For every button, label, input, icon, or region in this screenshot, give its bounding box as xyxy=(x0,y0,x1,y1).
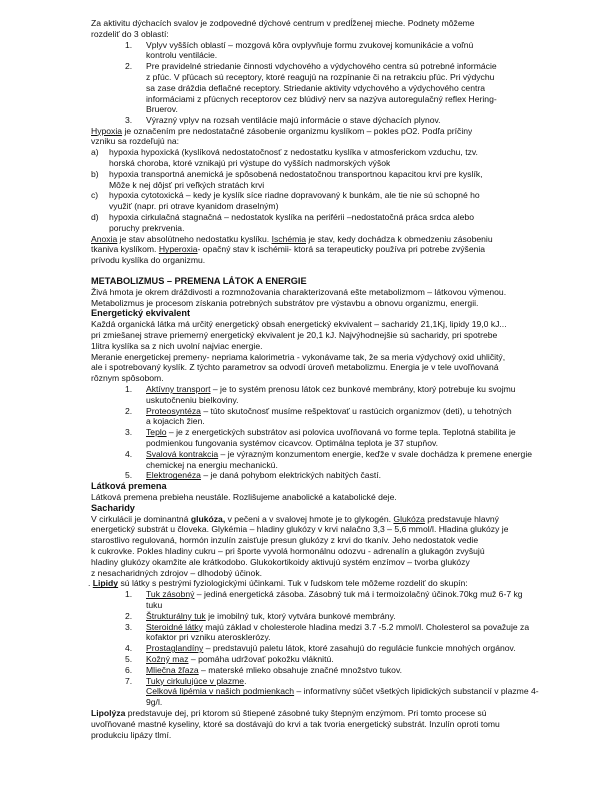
hypoxia-type-line xyxy=(91,212,474,223)
center-item-line xyxy=(146,104,178,115)
paragraph-line xyxy=(91,568,262,579)
text-run: rozdeliť do 3 oblastí: xyxy=(91,28,169,39)
anoxia-line xyxy=(91,255,205,266)
lipid-type-line xyxy=(125,665,402,676)
text-run: majú základ v cholesterole hladina medzi 3.7 -5.2 mmol/l. Cholesterol sa považuje za xyxy=(202,621,530,632)
list-marker: 5. xyxy=(125,470,133,481)
text-run: – materské mlieko obsahuje značné množstvo tukov. xyxy=(198,664,402,675)
text-run: sa zase dráždia deflačné receptory. Striedanie aktivity vdychového a výdychového centra xyxy=(146,82,486,93)
hypoxia-type-line xyxy=(109,223,184,234)
anoxia-line xyxy=(91,234,493,245)
term: Teplo xyxy=(146,427,167,438)
lipid-type-line xyxy=(125,643,516,654)
list-marker: 3. xyxy=(125,115,133,126)
text-run: podmienkou fungovania systémov cicavcov. Optimálna teplota je 37 stupňov. xyxy=(146,437,439,448)
energy-use-line xyxy=(125,406,512,417)
energy-use-line xyxy=(125,427,516,438)
text-run: – túto skutočnosť musíme rešpektovať u rastúcich organizmov (deti), u tehotných xyxy=(200,405,512,416)
subsection-heading xyxy=(91,503,135,514)
text-run: – jediná energetická zásoba. Zásobný tuk má i termoizolačný účinok.70kg muž 6-7 kg xyxy=(194,589,523,600)
list-marker: a) xyxy=(91,147,99,158)
text-run: ale i spotrebovaný kyslík. Z týchto parametrov sa odvodí úroveň metabolizmu. Energia je v tele uvoľňovaná xyxy=(91,362,499,373)
paragraph-line xyxy=(91,492,397,503)
text-run: - opačný stav k ischémii- ktorá sa terapeuticky používa pri potrebe zvýšenia xyxy=(197,244,486,255)
list-marker: 4. xyxy=(125,643,133,654)
hypoxia-type-line xyxy=(91,169,483,180)
paragraph-line xyxy=(146,686,539,697)
text-run: hypoxia transportná anemická je spôsobená nedostatočnou transportnou kapacitou krvi pre kyslík, xyxy=(109,168,483,179)
text-run: – je to systém prenosu látok cez bunkové membrány, ktorý potrebuje ku svojmu xyxy=(210,383,516,394)
list-marker: c) xyxy=(91,190,99,201)
paragraph-line xyxy=(91,341,262,352)
text-run: Výrazný vplyv na rozsah ventilácie majú informácie o stave dýchacích plynov. xyxy=(146,115,441,126)
text-run: hypoxia hypoxická (kyslíková nedostatočnosť z nedostatku kyslíka v atmosferickom vzduchu, tzv. xyxy=(109,147,478,158)
paragraph-line xyxy=(91,362,499,373)
text-run: . xyxy=(244,675,247,686)
text-run: hladiny glukózy okamžite ale krátkodobo. Glukokortikoidy aktivujú systém enzímov – tvorba glukózy xyxy=(91,556,470,567)
text-run: tuku xyxy=(146,599,163,610)
term: glukóza, xyxy=(190,513,226,524)
energy-use-line xyxy=(146,395,239,406)
list-marker: 2. xyxy=(125,610,133,621)
list-marker: 3. xyxy=(125,621,133,632)
center-item-line xyxy=(146,94,497,105)
text-run: Pre pravidelné striedanie činnosti vdychového a výdychového centra sú potrebné informácie xyxy=(146,61,497,72)
text-run: – pomáha udržovať pokožku vláknitú. xyxy=(188,653,334,664)
term: Kožný maz xyxy=(146,653,189,664)
text-run: horská choroba, ktoré vznikajú pri výstupe do vyšších nadmorských výšok xyxy=(109,157,391,168)
paragraph-line xyxy=(146,697,162,708)
list-marker: 6. xyxy=(125,664,133,675)
text-run: Látková premena prebieha neustále. Rozlišujeme anabolické a katabolické deje. xyxy=(91,491,397,502)
text-run: chemickej na energiu mechanickú. xyxy=(146,459,278,470)
list-marker: 7. xyxy=(125,675,133,686)
text-run: Meranie energetickej premeny- nepriama kalorimetria - vykonávame tak, že sa meria výdychový oxid uhličitý, xyxy=(91,351,506,362)
text-run: k cukrovke. Pokles hladiny cukru – pri športe vyvolá hormonálnu odozvu - adrenalín a glukagón zvyšujú xyxy=(91,545,485,556)
text-run: a kojacich žien. xyxy=(146,416,205,427)
text-run: rôznym spôsobom. xyxy=(91,373,164,384)
energy-use-line xyxy=(125,470,381,481)
paragraph-line xyxy=(91,708,487,719)
center-item-line xyxy=(125,61,497,72)
term: Sacharidy xyxy=(91,502,135,513)
text-run: je označením pre nedostatačné zásobenie organizmu kyslíkom – pokles pO2. Podľa príčiny xyxy=(122,125,473,136)
paragraph-line xyxy=(91,719,500,730)
term: Energetický ekvivalent xyxy=(91,308,191,319)
term: Prostaglandíny xyxy=(146,643,204,654)
text-run: prívodu kyslíka do organizmu. xyxy=(91,255,206,266)
hypoxia-line xyxy=(91,126,472,137)
lipid-type-line xyxy=(125,622,529,633)
hypoxia-type-line xyxy=(109,180,264,191)
text-run: hypoxia cirkulačná stagnačná – nedostatok kyslíka na periférii –nedostatočná práca srdca alebo xyxy=(109,211,474,222)
list-marker: 4. xyxy=(125,448,133,459)
term: Celková lipémia v našich podmienkach xyxy=(146,686,295,697)
list-marker: b) xyxy=(91,168,99,179)
paragraph-line xyxy=(91,373,164,384)
lipid-type-line xyxy=(125,611,396,622)
hypoxia-line xyxy=(91,136,179,147)
list-marker: 1. xyxy=(125,39,133,50)
term: Svalová kontrakcia xyxy=(146,448,219,459)
hypoxia-type-line xyxy=(91,147,478,158)
text-run: z pľúc. V pľúcach sú receptory, ktoré reagujú na rozpínanie či na retrakciu pľúc. Pri výdychu xyxy=(146,72,495,82)
list-marker: 2. xyxy=(125,405,133,416)
text-run: V cirkulácii je dominantná xyxy=(91,513,191,524)
center-item-line xyxy=(146,72,494,83)
text-run: energetický substrát u človeka. Glykémia – hladiny glukózy v krvi nalačno 3,3 – 5,6 mmol/l. Hladina glukózy je xyxy=(91,524,509,535)
text-run: informáciami z pľúcnych receptorov cez blúdivý nerv sa nazýva autoregulačný reflex Hering- xyxy=(146,93,497,104)
hypoxia-type-line xyxy=(109,158,390,169)
text-run: – predstavujú paletu látok, ktoré zasahujú do regulácie funkcie mnohých orgánov. xyxy=(203,643,516,654)
term: Glukóza xyxy=(393,513,425,524)
term: Hyperoxia xyxy=(158,244,198,255)
term: Proteosyntéza xyxy=(146,405,201,416)
term: Lipidy xyxy=(92,578,119,589)
term: METABOLIZMUS – PREMENA LÁTOK A ENERGIE xyxy=(91,275,307,286)
anoxia-line xyxy=(91,244,485,255)
text-run: 1litra kyslíka sa z nich uvolní najviac energie. xyxy=(91,340,263,351)
lipid-type-line xyxy=(125,589,523,600)
text-run: starostlivo regulovaná, hormón inzulín zaisťuje presun glukózy z krvi do tkanív. Jeho nedostatok vedie xyxy=(91,535,479,546)
intro-line xyxy=(91,18,475,29)
paragraph-line xyxy=(91,352,505,363)
text-run: Živá hmota je okrem dráždivosti a rozmnožovania charakterizovaná ešte metabolizmom – látkovou výmenou. xyxy=(91,286,507,297)
lipid-type-line xyxy=(125,676,246,687)
text-run: Metabolizmus je procesom získania potrebných substrátov pre výstavbu a obnovu organizmu, energii. xyxy=(91,297,479,308)
text-run: produkciu lipázy tlmí. xyxy=(91,729,172,740)
energy-use-line xyxy=(125,449,532,460)
text-run: z nesacharidných zdrojov – dlhodobý účinok. xyxy=(91,567,263,578)
text-run: uvoľňované mastné kyseliny, ktoré sa dostávajú do krvi a tak tvoria energetický substrát. Inzulín oproti tomu xyxy=(91,718,500,729)
term: Aktívny transport xyxy=(146,383,211,394)
term: Látková premena xyxy=(91,481,167,492)
lipid-type-line xyxy=(146,632,271,643)
text-run: poruchy prekrvenia. xyxy=(109,222,185,233)
center-item-line xyxy=(146,83,485,94)
list-marker: 1. xyxy=(125,589,133,600)
term: Hypoxia xyxy=(91,125,123,136)
energy-use-line xyxy=(146,416,205,427)
subsection-heading xyxy=(91,308,190,319)
energy-use-line xyxy=(146,438,438,449)
text-run: je stav, kedy dochádza k obmedzeniu zásobeniu xyxy=(305,233,493,244)
text-run: vzniku sa rozdeľujú na: xyxy=(91,136,180,147)
paragraph-line xyxy=(88,578,468,589)
list-marker: 2. xyxy=(125,61,133,72)
paragraph-line xyxy=(91,330,497,341)
text-run: v pečeni a v svalovej hmote je to glykogén. xyxy=(225,513,394,524)
list-marker: 3. xyxy=(125,427,133,438)
term: Ischémia xyxy=(271,233,306,244)
subsection-heading xyxy=(91,481,167,492)
paragraph-line xyxy=(91,319,507,330)
list-marker: 1. xyxy=(125,383,133,394)
text-run: – je z energetických substrátov asi polovica uvoľňovaná vo forme tepla. Teplotná stabilita je xyxy=(166,427,516,438)
intro-line xyxy=(91,29,169,40)
paragraph-line xyxy=(91,557,470,568)
text-run: 9g/l. xyxy=(146,697,163,708)
section-heading xyxy=(91,276,307,287)
center-item-line xyxy=(125,40,473,51)
energy-use-line xyxy=(146,460,278,471)
text-run: Vplyv vyšších oblastí – mozgová kôra ovplyvňuje formu zvukovej komunikácie a voľnú xyxy=(146,39,474,50)
text-run: využiť (napr. pri otrave kyanidom draselným) xyxy=(109,201,279,212)
text-run: predstavuje dej, pri ktorom sú štiepené zásobné tuky štepným enzýmom. Pri tomto procese sú xyxy=(125,707,487,718)
paragraph-line xyxy=(91,514,499,525)
hypoxia-type-line xyxy=(109,201,278,212)
text-run: – je daná pohybom elektrických nabitých častí. xyxy=(200,470,382,481)
text-run: Za aktivitu dýchacích svalov je zodpovedné dýchové centrum v predĺženej mieche. Podnety môžeme xyxy=(91,18,475,28)
text-run: predstavuje hlavný xyxy=(424,513,499,524)
text-run: uskutočneniu bielkoviny. xyxy=(146,394,239,405)
text-run: sú látky s pestrými fyziologickými účinkami. Tuk v ľudskom tele môžeme rozdeliť do skupín: xyxy=(118,578,468,589)
list-marker: d) xyxy=(91,211,99,222)
list-marker: 5. xyxy=(125,653,133,664)
lipid-type-line xyxy=(146,600,162,611)
paragraph-line xyxy=(91,546,485,557)
text-run: – je výrazným konzumentom energie, keďže v svale dochádza k premene energie xyxy=(218,448,533,459)
term: Tuky cirkulujúce v plazme xyxy=(146,675,245,686)
term: Štrukturálny tuk xyxy=(146,610,206,621)
text-run: Bruerov. xyxy=(146,104,178,115)
paragraph-line xyxy=(91,298,478,309)
term: Lipolýza xyxy=(91,707,126,718)
energy-use-line xyxy=(125,384,516,395)
text-run: tkaniva kyslíkom. xyxy=(91,244,159,255)
paragraph-line xyxy=(91,287,506,298)
term: Steroidné látky xyxy=(146,621,203,632)
text-run: kontrolu ventilácie. xyxy=(146,50,218,61)
lipid-type-line xyxy=(125,654,334,665)
term: Tuk zásobný xyxy=(146,589,195,600)
hypoxia-type-line xyxy=(91,190,480,201)
text-run: je stav absolútneho nedostatku kyslíku. xyxy=(117,233,272,244)
text-run: Každá organická látka má určitý energetický obsah energetický ekvivalent – sacharidy 21,1Kj, lipidy 19,0 kJ... xyxy=(91,319,507,330)
paragraph-line xyxy=(91,535,478,546)
text-run: je imobilný tuk, ktorý vytvára bunkové membrány. xyxy=(205,610,396,621)
paragraph-line xyxy=(91,730,171,741)
text-run: pri zmiešanej strave priemerný energetický ekvivalent je 20,1 kJ. Najvýhodnejšie sú sacharidy, pri spotrebe xyxy=(91,329,498,340)
text-run: . xyxy=(88,578,93,589)
term: Elektrogenéza xyxy=(146,470,201,481)
term: Mliečna žľaza xyxy=(146,664,199,675)
term: Anoxia xyxy=(91,233,118,244)
text-run: – informatívny súčet všetkých lipidických substancií v plazme 4- xyxy=(294,686,539,697)
center-item-line xyxy=(146,50,217,61)
text-run: kofaktor pri vzniku aterosklerózy. xyxy=(146,632,271,643)
text-run: Môže k nej dôjsť pri veľkých stratách krvi xyxy=(109,179,265,190)
text-run: hypoxia cytotoxická – kedy je kyslík síce riadne dopravovaný k bunkám, ale tie nie sú schopné ho xyxy=(109,190,480,201)
paragraph-line xyxy=(91,524,508,535)
